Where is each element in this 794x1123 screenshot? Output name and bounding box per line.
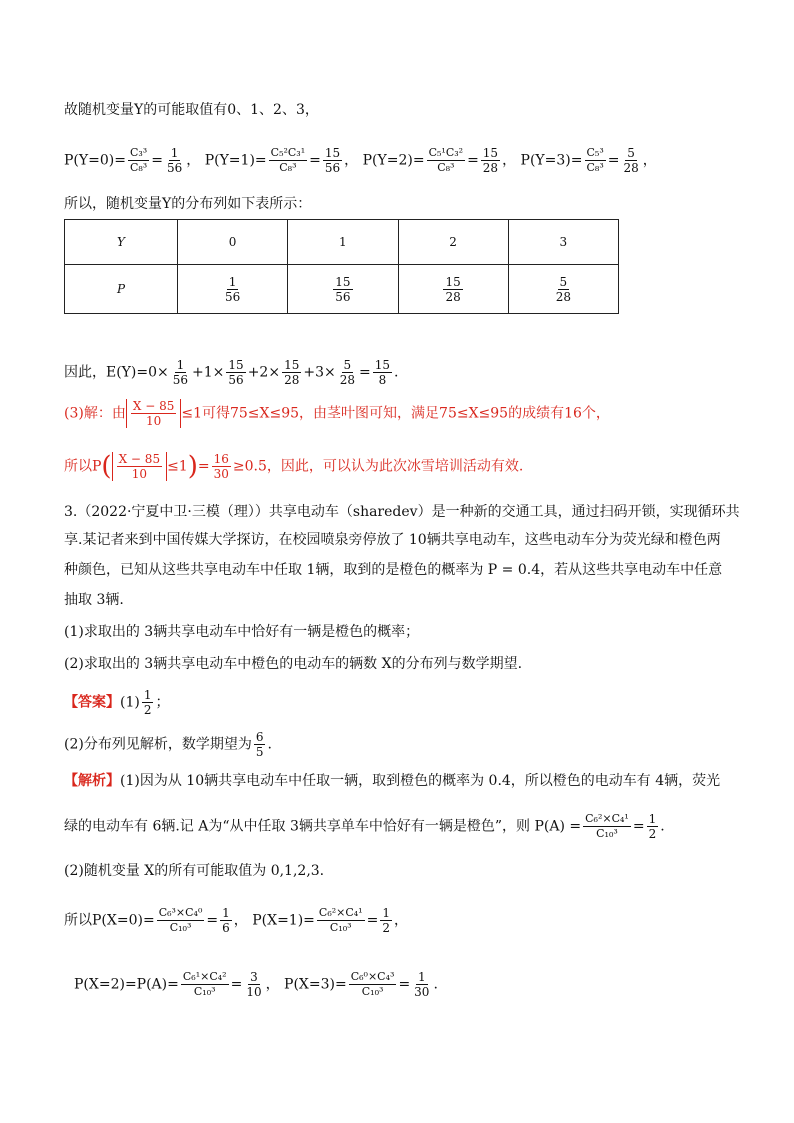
analysis-line-2: 绿的电动车有 6辆.记 A为“从中任取 3辆共享单车中恰好有一辆是橙色”，则 P(A) = $\frac{\text{C₆²×C₄¹}}{\text{C₁₀³}}$ = $\frac{1}{2}$ . — [64, 812, 665, 841]
p1-lhs: P(Y=1)= — [204, 152, 267, 169]
table-cell: 2 — [398, 220, 508, 265]
table-cell: 3 — [508, 220, 618, 265]
table-cell: $\frac{1}{56}$ — [178, 265, 288, 314]
table-cell: 1 — [288, 220, 398, 265]
table-cell: Y — [65, 220, 178, 265]
analysis-line-4: 所以P(X=0)= $\frac{\text{C₆³×C₄⁰}}{\text{C₁₀³}}$ = $\frac{1}{6}$ ， P(X=1)= $\frac{\text{C₆²×C₄¹}}{\text{C₁₀³}}$ = $\frac{1}{2}$ ， — [64, 906, 408, 935]
answer-line-2: (2)分布列见解析，数学期望为 $\frac{6}{5}$ . — [64, 730, 272, 759]
p3-lhs: P(Y=3)= — [520, 152, 583, 169]
p3-comb-fraction: $\frac{\text{C₅³}}{\text{C₈³}}$ — [586, 146, 604, 174]
p3-value-fraction: $\frac{5}{28}$ — [623, 146, 639, 175]
p2-comb-fraction: $\frac{\text{C₅¹C₃²}}{\text{C₈³}}$ — [428, 146, 464, 174]
distribution-table — [64, 219, 619, 314]
table-cell: P — [65, 265, 178, 314]
expectation-formula: 因此，E(Y)=0× $\frac{1}{56}$ +1× $\frac{15}{56}$ +2× $\frac{15}{28}$ +3× $\frac{5}{28}$ = $\frac{15}{8}$ . — [64, 358, 399, 387]
table-row — [65, 265, 619, 314]
table-cell: $\frac{5}{28}$ — [508, 265, 618, 314]
table-header-row — [65, 220, 619, 265]
p0-lhs: P(Y=0)= — [64, 152, 126, 169]
text-line-y-values: 故随机变量Y的可能取值有0、1、2、3， — [64, 102, 319, 118]
question3-line: 享.某记者来到中国传媒大学探访，在校园喷泉旁停放了 10辆共享电动车，这些电动车分为荧光绿和橙色两 — [64, 532, 721, 548]
analysis-tag: 【解析】 — [64, 773, 120, 789]
question3-line: 抽取 3辆. — [64, 592, 124, 608]
question3-sub1: (1)求取出的 3辆共享电动车中恰好有一辆是橙色的概率； — [64, 624, 420, 640]
p0-comb-fraction: $\frac{\text{C₃³}}{\text{C₈³}}$ — [129, 146, 148, 174]
probability-formulas: P(Y=0)= $\frac{\text{C₃³}}{\text{C₈³}}$ = $\frac{1}{56}$ ， P(Y=1)= $\frac{\text{C₅²C₃¹}}{\text{C₈³}}$ = $\frac{15}{56}$ ， P(Y=2)= $\frac{\text{C₅¹C₃²}}{\text{C₈³}}$ = $\frac{15}{28}$ ， P(Y=3)= $\frac{\text{C₅³}}{\text{C₈³}}$ = $\frac{5}{28}$ ， — [64, 146, 657, 175]
table-cell: 0 — [178, 220, 288, 265]
p1-value-fraction: $\frac{15}{56}$ — [324, 146, 341, 175]
analysis-line-5: P(X=2)=P(A)= $\frac{\text{C₆¹×C₄²}}{\text{C₁₀³}}$ = $\frac{3}{10}$ ， P(X=3)= $\frac{\text{C₆⁰×C₄³}}{\text{C₁₀³}}$ = $\frac{1}{30}$ . — [74, 970, 438, 999]
analysis-line-3: (2)随机变量 X的所有可能取值为 0,1,2,3. — [64, 863, 325, 879]
p2-lhs: P(Y=2)= — [362, 152, 425, 169]
part3-solution: (3)解：由 $\frac{X - 85}{10}$ ≤1可得75≤X≤95，由茎叶图可知，满足75≤X≤95的成绩有16个， — [64, 399, 610, 428]
table-cell: $\frac{15}{28}$ — [398, 265, 508, 314]
p1-comb-fraction: $\frac{\text{C₅²C₃¹}}{\text{C₈³}}$ — [270, 146, 306, 174]
question3-line: 3.（2022·宁夏中卫·三模（理））共享电动车（sharedev）是一种新的交通工具，通过扫码开锁，实现循环共 — [64, 504, 740, 520]
distribution-intro: 所以，随机变量Y的分布列如下表所示： — [64, 196, 312, 212]
p0-value-fraction: $\frac{1}{56}$ — [166, 146, 183, 175]
analysis-line-1: 【解析】(1)因为从 10辆共享电动车中任取一辆，取到橙色的概率为 0.4，所以橙色的电动车有 4辆，荧光 — [64, 773, 721, 789]
answer-line: 【答案】(1) $\frac{1}{2}$ ； — [64, 688, 170, 717]
part3-conclusion: 所以P( $\frac{X - 85}{10}$ ≤1)= $\frac{16}{30}$ ≥0.5，因此，可以认为此次冰雪培训活动有效. — [64, 451, 524, 482]
p2-value-fraction: $\frac{15}{28}$ — [482, 146, 499, 175]
table-cell: $\frac{15}{56}$ — [288, 265, 398, 314]
answer-tag: 【答案】 — [64, 694, 120, 711]
question3-line: 种颜色，已知从这些共享电动车中任取 1辆，取到的是橙色的概率为 P = 0.4，若从这些共享电动车中任意 — [64, 562, 723, 578]
question3-sub2: (2)求取出的 3辆共享电动车中橙色的电动车的辆数 X的分布列与数学期望. — [64, 656, 523, 672]
